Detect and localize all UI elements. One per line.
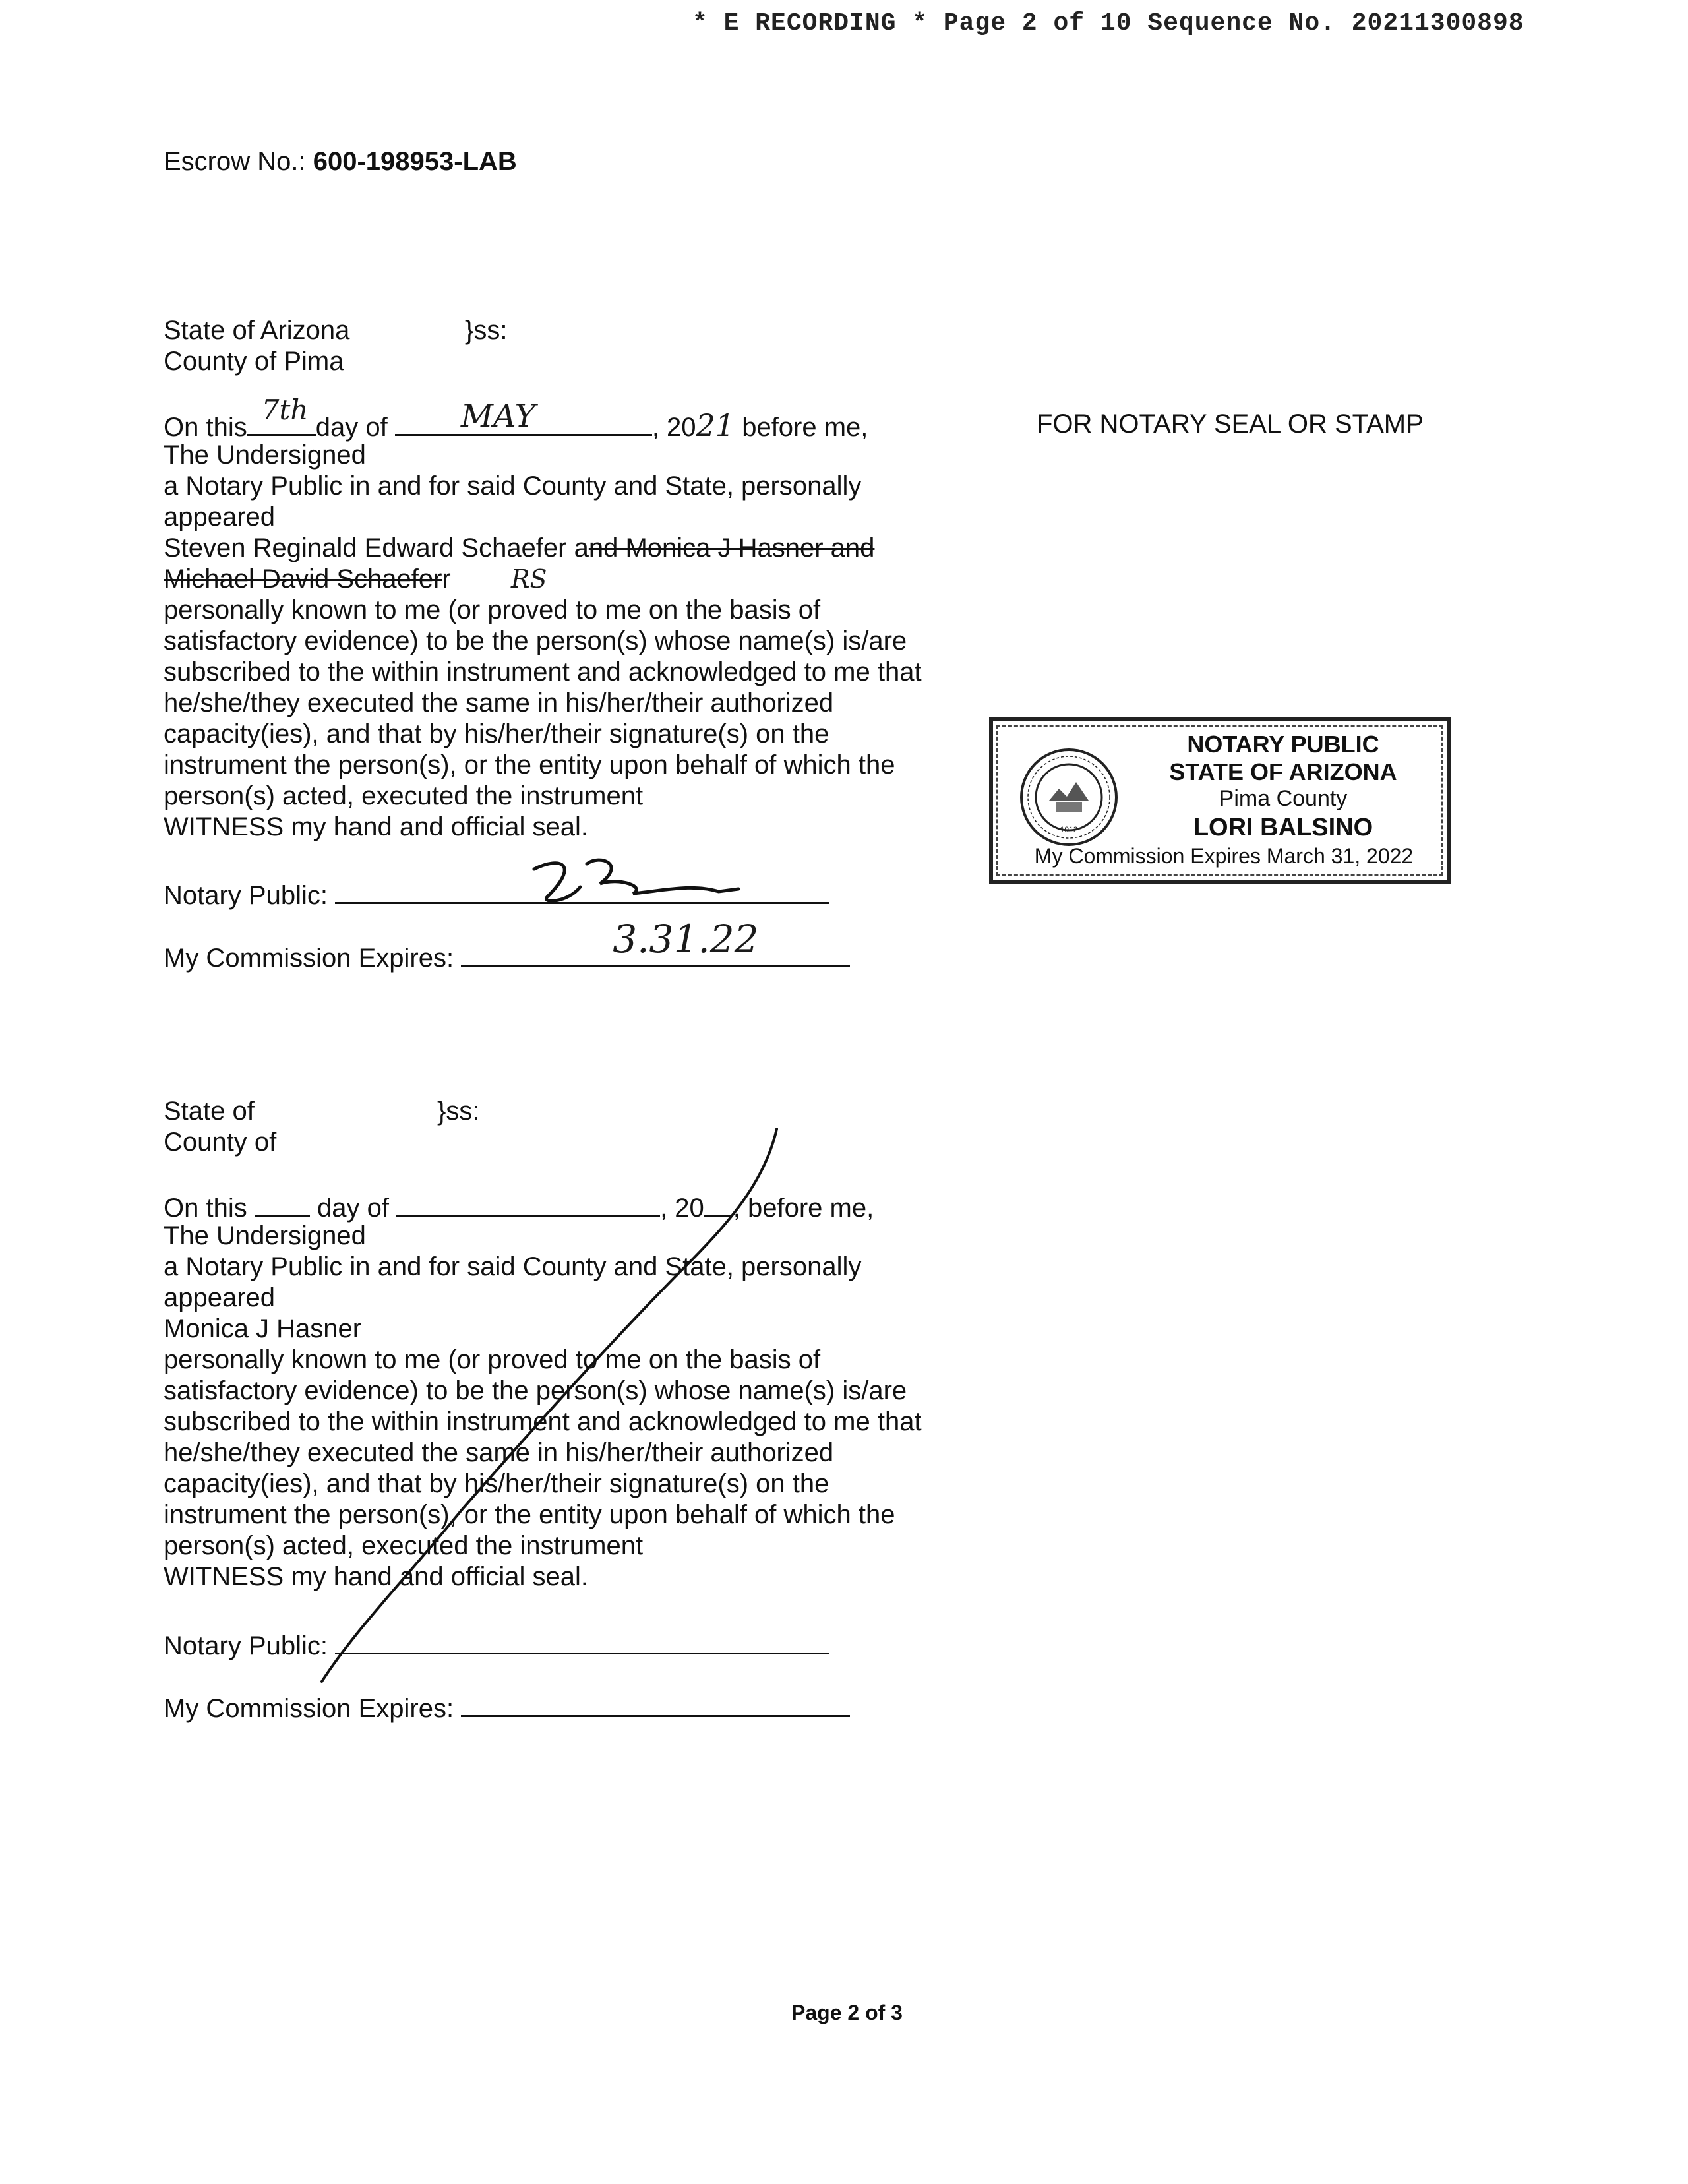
body-line: instrument the person(s), or the entity upon behalf of which the <box>164 1500 895 1529</box>
stamp-line-5: My Commission Expires March 31, 2022 <box>1034 844 1414 868</box>
on-this-text-2: On this <box>164 1194 247 1223</box>
body-line: satisfactory evidence) to be the person(s) whose name(s) is/are <box>164 1376 907 1405</box>
block1-state: State of Arizona <box>164 316 350 345</box>
page-footer: Page 2 of 3 <box>791 2001 903 2024</box>
block2-appeared: appeared <box>164 1283 276 1312</box>
year-prefix: , 20 <box>651 413 696 442</box>
day-handwritten: 7th <box>261 394 309 426</box>
body-line: capacity(ies), and that by his/her/their signature(s) on the <box>164 1469 829 1498</box>
body-line: person(s) acted, executed the instrument <box>164 781 644 810</box>
commission-label: My Commission Expires: <box>164 944 454 973</box>
body-line: satisfactory evidence) to be the person(s) whose name(s) is/are <box>164 626 907 655</box>
seal-year: 1912 <box>1060 825 1078 834</box>
block2-ss: }ss: <box>437 1097 480 1126</box>
commission-label-2: My Commission Expires: <box>164 1694 454 1723</box>
stamp-line-1: NOTARY PUBLIC <box>1187 731 1379 758</box>
notary-public-label-2: Notary Public: <box>164 1631 328 1660</box>
body-line: subscribed to the within instrument and acknowledged to me that <box>164 657 922 686</box>
struck-names: nd Monica J Hasner and <box>588 533 875 562</box>
block1-appeared: appeared <box>164 502 276 531</box>
seal-area-label: FOR NOTARY SEAL OR STAMP <box>1037 410 1424 439</box>
day-of-text-2: day of <box>316 1194 389 1223</box>
block2-county: County of <box>164 1128 277 1157</box>
body-line: he/she/they executed the same in his/her/their authorized <box>164 688 834 717</box>
recording-header: * E RECORDING * Page 2 of 10 Sequence No. 20211300898 <box>692 9 1524 38</box>
body-line: capacity(ies), and that by his/her/their signature(s) on the <box>164 719 829 748</box>
stamp-line-4: LORI BALSINO <box>1193 814 1373 841</box>
strike-initials: RS <box>510 564 547 593</box>
before-me-text-2: , before me, <box>733 1194 874 1223</box>
body-line: he/she/they executed the same in his/her/their authorized <box>164 1438 834 1467</box>
commission-handwritten: 3.31.22 <box>613 917 759 961</box>
on-this-text: On this <box>164 413 247 442</box>
year-prefix-2: , 20 <box>660 1194 704 1223</box>
body-line: personally known to me (or proved to me on the basis of <box>164 1345 821 1374</box>
body-line: WITNESS my hand and official seal. <box>164 1562 588 1591</box>
struck-name-2: Michael David Schaefer <box>164 564 442 593</box>
block2-notary-line: a Notary Public in and for said County and State, personally <box>164 1252 862 1281</box>
month-handwritten: MAY <box>460 398 536 435</box>
escrow-number: 600-198953-LAB <box>313 147 517 176</box>
stamp-line-2: STATE OF ARIZONA <box>1169 758 1397 785</box>
day-of-text: day of <box>315 413 388 442</box>
body-line: WITNESS my hand and official seal. <box>164 812 588 841</box>
block2-name: Monica J Hasner <box>164 1314 362 1343</box>
escrow-label: Escrow No.: <box>164 147 306 176</box>
block1-ss: }ss: <box>465 316 508 345</box>
block1-name-line2: Michael David Schaeferr RS <box>164 564 547 593</box>
body-line: instrument the person(s), or the entity upon behalf of which the <box>164 750 895 779</box>
body-line: person(s) acted, executed the instrument <box>164 1531 644 1560</box>
body-line: personally known to me (or proved to me on the basis of <box>164 595 821 624</box>
notary-public-label: Notary Public: <box>164 881 328 910</box>
body-line: subscribed to the within instrument and acknowledged to me that <box>164 1407 922 1436</box>
signer-name: Steven Reginald Edward Schaefer a <box>164 533 589 562</box>
block1-county: County of Pima <box>164 347 344 376</box>
block1-undersigned: The Undersigned <box>164 440 366 470</box>
stamp-line-3: Pima County <box>1219 786 1348 811</box>
block2-undersigned: The Undersigned <box>164 1221 366 1250</box>
before-me-text: before me, <box>742 413 868 442</box>
block1-notary-line: a Notary Public in and for said County and State, personally <box>164 471 862 501</box>
block2-state: State of <box>164 1097 255 1126</box>
year-handwritten: 21 <box>696 408 735 443</box>
